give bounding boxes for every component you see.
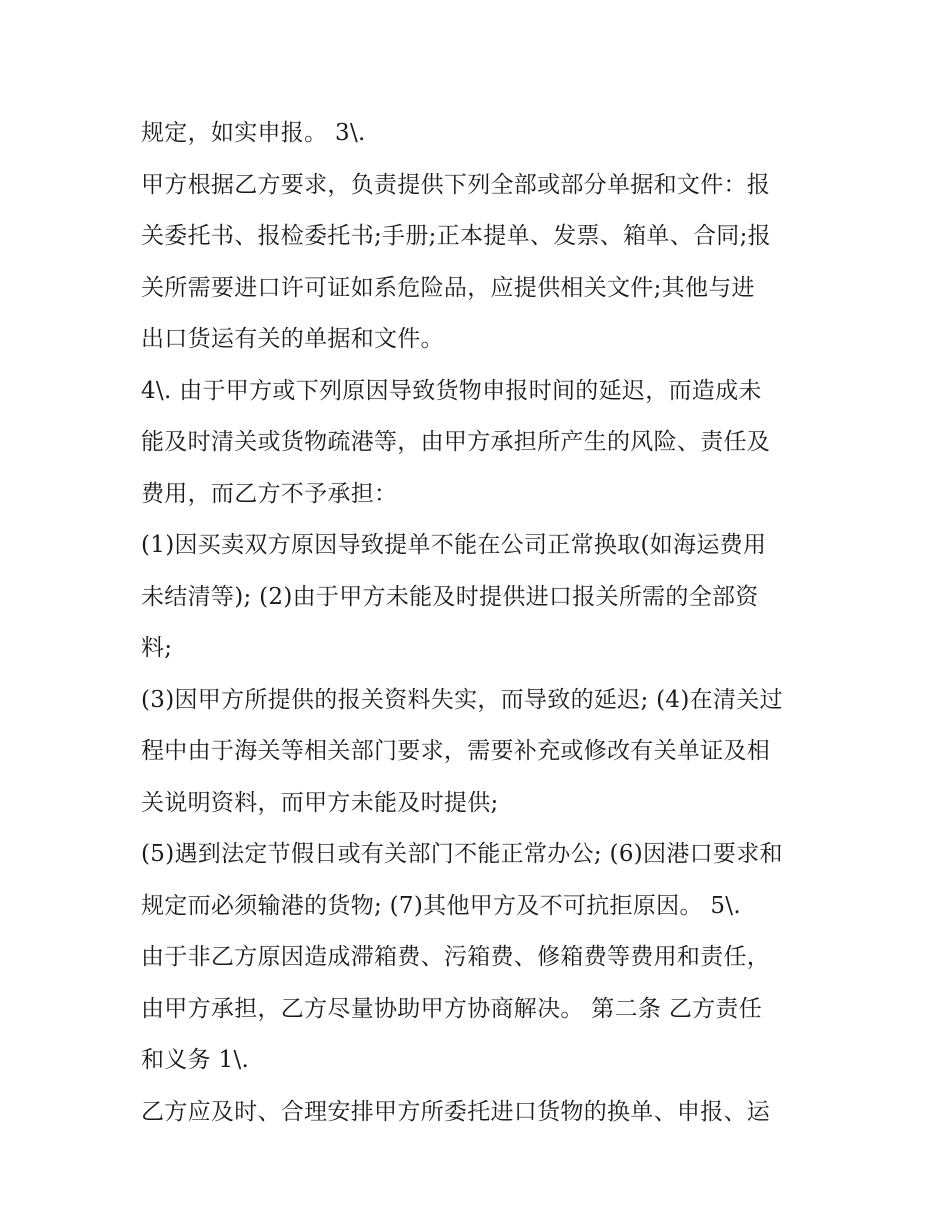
text-line: 出口货运有关的单据和文件。 — [141, 326, 444, 352]
text-line: 关所需要进口许可证如系危险品，应提供相关文件;其他与进 — [141, 274, 755, 301]
text-line: 规定，如实申报。 3\. — [141, 120, 366, 146]
text-line: 甲方根据乙方要求，负责提供下列全部或部分单据和文件：报 — [141, 171, 771, 198]
text-line: 未结清等); (2)由于甲方未能及时提供进口报关所需的全部资 — [141, 583, 759, 610]
text-line: 能及时清关或货物疏港等，由甲方承担所产生的风险、责任及 — [141, 429, 771, 455]
document-body — [141, 108, 821, 1138]
text-line: (5)遇到法定节假日或有关部门不能正常办公; (6)因港口要求和 — [141, 841, 783, 867]
text-line: (1)因买卖双方原因导致提单不能在公司正常换取(如海运费用 — [141, 532, 767, 558]
text-line: 由甲方承担，乙方尽量协助甲方协商解决。 第二条 乙方责任 — [141, 995, 763, 1022]
text-line: 费用，而乙方不予承担： — [141, 480, 398, 507]
text-line: 关说明资料，而甲方未能及时提供; — [141, 789, 499, 816]
text-line: 和义务 1\. — [141, 1047, 250, 1073]
text-line: 料; — [141, 635, 173, 661]
text-line: 4\. 由于甲方或下列原因导致货物申报时间的延迟，而造成未 — [141, 377, 762, 404]
text-line: 关委托书、报检委托书;手册;正本提单、发票、箱单、合同;报 — [141, 223, 771, 249]
text-line: 由于非乙方原因造成滞箱费、污箱费、修箱费等费用和责任， — [141, 944, 771, 970]
text-line: 规定而必须输港的货物; (7)其他甲方及不可抗拒原因。 5\. — [141, 892, 741, 919]
text-line: 程中由于海关等相关部门要求，需要补充或修改有关单证及相 — [141, 738, 771, 764]
text-line: 乙方应及时、合理安排甲方所委托进口货物的换单、申报、运 — [141, 1098, 771, 1125]
text-line: (3)因甲方所提供的报关资料失实，而导致的延迟; (4)在清关过 — [141, 686, 783, 713]
